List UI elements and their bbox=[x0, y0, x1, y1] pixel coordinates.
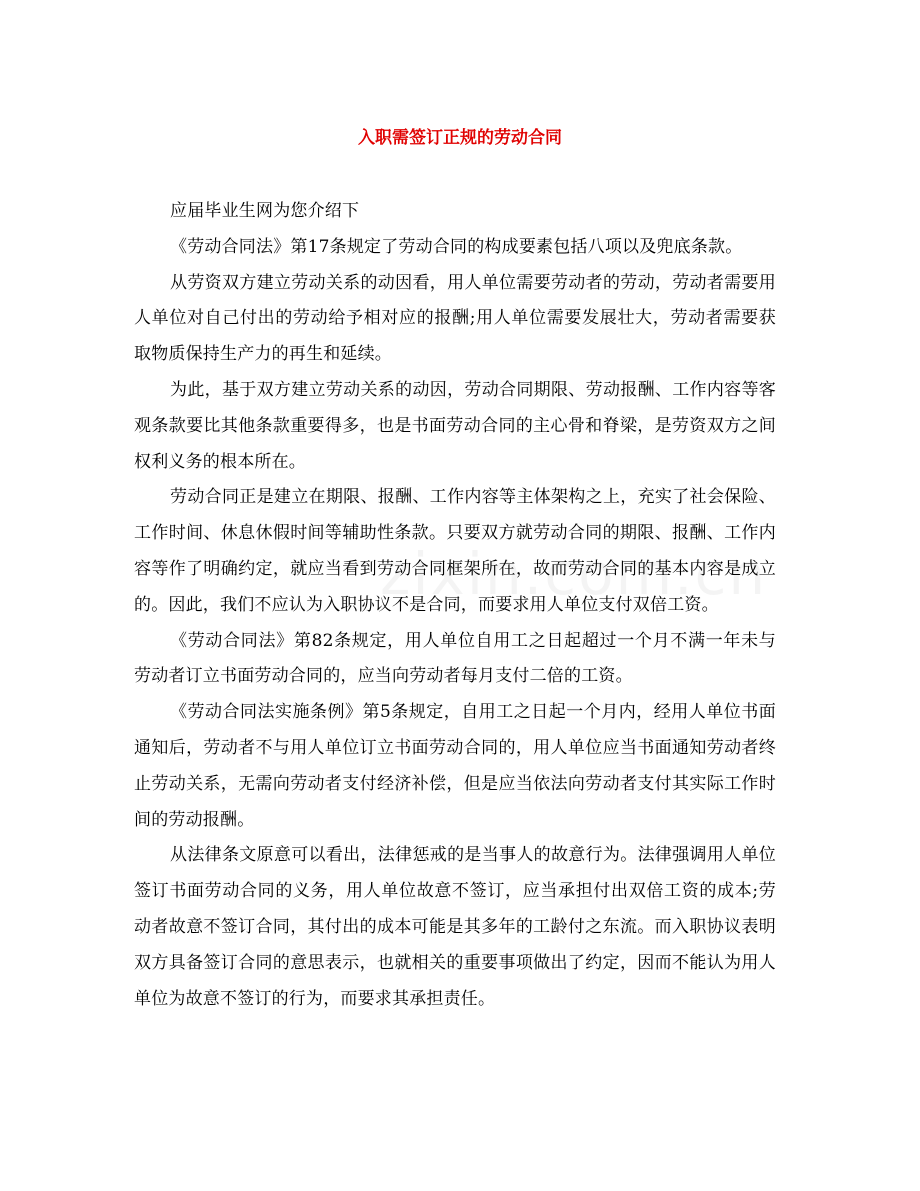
paragraph-intro: 应届毕业生网为您介绍下 bbox=[170, 201, 360, 221]
paragraph-regulation-5: 《劳动合同法实施条例》第5条规定，自用工之日起一个月内，经用人单位书面通知后，劳动者不与用人单位订立书面劳动合同的，用人单位应当书面通知劳动者终止劳动关系，无需向劳动者支付经济补偿，但是应当依法向劳动者支付其实际工作时间的劳动报酬。 bbox=[134, 702, 776, 830]
paragraph-conclusion: 从法律条文原意可以看出，法律惩戒的是当事人的故意行为。法律强调用人单位签订书面劳动合同的义务，用人单位故意不签订，应当承担付出双倍工资的成本;劳动者故意不签订合同，其付出的成本可能是其多年的工龄付之东流。而入职协议表明双方具备签订合同的意思表示，也就相关的重要事项做出了约定，因而不能认为用人单位为故意不签订的行为，而要求其承担责任。 bbox=[134, 845, 776, 1009]
paragraph-article-82: 《劳动合同法》第82条规定，用人单位自用工之日起超过一个月不满一年未与劳动者订立书面劳动合同的，应当向劳动者每月支付二倍的工资。 bbox=[134, 630, 776, 687]
document-title: 入职需签订正规的劳动合同 bbox=[358, 128, 562, 148]
paragraph-motivation: 从劳资双方建立劳动关系的动因看，用人单位需要劳动者的劳动，劳动者需要用人单位对自己付出的劳动给予相对应的报酬;用人单位需要发展壮大，劳动者需要获取物质保持生产力的再生和延续。 bbox=[134, 272, 776, 365]
paragraph-framework: 劳动合同正是建立在期限、报酬、工作内容等主体架构之上，充实了社会保险、工作时间、休息休假时间等辅助性条款。只要双方就劳动合同的期限、报酬、工作内容等作了明确约定，就应当看到劳动合同框架所在，故而劳动合同的基本内容是成立的。因此，我们不应认为入职协议不是合同，而要求用人单位支付双倍工资。 bbox=[134, 487, 776, 615]
paragraph-article-17: 《劳动合同法》第17条规定了劳动合同的构成要素包括八项以及兜底条款。 bbox=[170, 236, 743, 257]
paragraph-core-terms: 为此，基于双方建立劳动关系的动因，劳动合同期限、劳动报酬、工作内容等客观条款要比其他条款重要得多，也是书面劳动合同的主心骨和脊梁，是劳资双方之间权利义务的根本所在。 bbox=[134, 379, 776, 472]
document-body bbox=[134, 194, 776, 1017]
